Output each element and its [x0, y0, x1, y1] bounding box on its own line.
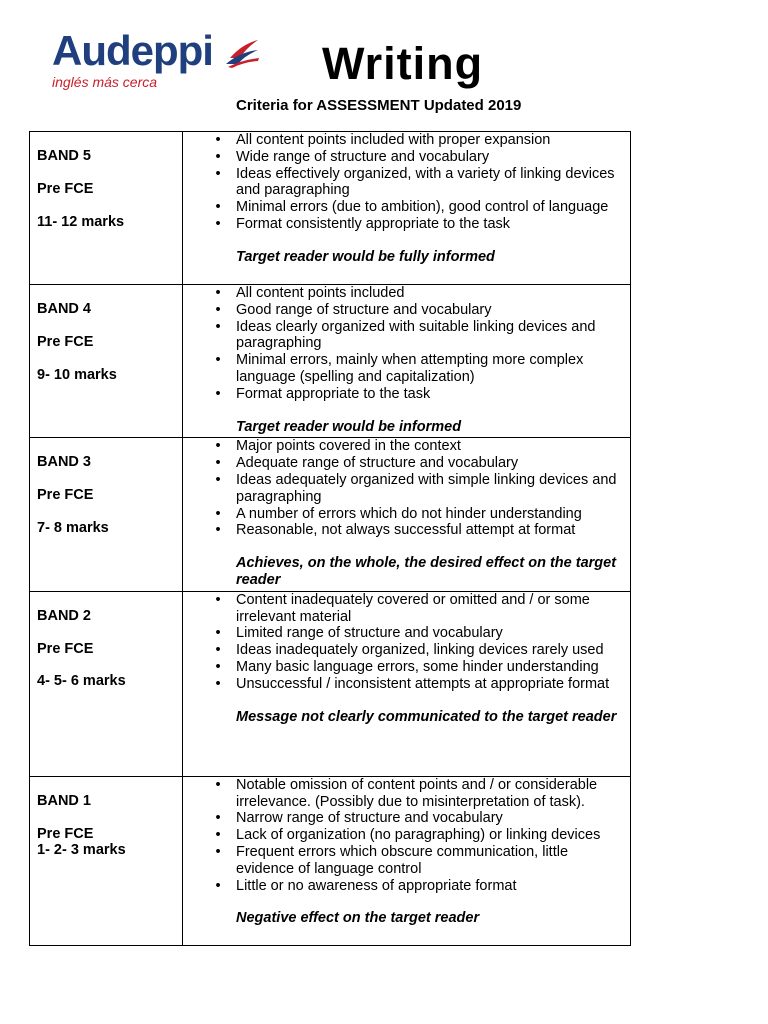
- criteria-text: Ideas adequately organized with simple linking devices and paragraphing: [236, 471, 617, 505]
- audeppi-logo: [52, 27, 262, 92]
- bullet-icon: •: [215, 165, 221, 182]
- band-row: [30, 776, 631, 945]
- criteria-cell: [183, 285, 631, 438]
- criteria-text: All content points included: [236, 285, 405, 301]
- criteria-text: All content points included with proper expansion: [236, 132, 551, 148]
- band-marks: 9- 10 marks: [37, 366, 117, 383]
- band-level: Pre FCE: [37, 180, 94, 197]
- bullet-icon: •: [215, 301, 221, 318]
- criteria-text: Ideas clearly organized with suitable linking devices and paragraphing: [236, 318, 596, 352]
- bullet-icon: •: [215, 148, 221, 165]
- criteria-text: Lack of organization (no paragraphing) or linking devices: [236, 827, 601, 844]
- criteria-item: [183, 878, 624, 895]
- criteria-item: [183, 386, 624, 403]
- bullet-icon: •: [215, 285, 221, 301]
- bullet-icon: •: [215, 675, 221, 692]
- criteria-list: [183, 777, 624, 895]
- criteria-text: Ideas inadequately organized, linking devices rarely used: [236, 642, 604, 659]
- criteria-list: [183, 132, 624, 233]
- criteria-item: [183, 302, 624, 319]
- criteria-text: Format appropriate to the task: [236, 385, 431, 402]
- logo-wordmark: Audeppi: [52, 27, 213, 74]
- criteria-item: [183, 216, 624, 233]
- criteria-text: Unsuccessful / inconsistent attempts at appropriate format: [236, 675, 610, 692]
- band-info-cell: [30, 285, 183, 438]
- criteria-text: Major points covered in the context: [236, 438, 461, 455]
- bullet-icon: •: [215, 352, 221, 369]
- criteria-item: [183, 659, 624, 676]
- criteria-item: [183, 352, 624, 386]
- criteria-text: Good range of structure and vocabulary: [236, 301, 492, 318]
- criteria-item: [183, 827, 624, 844]
- bullet-icon: •: [215, 215, 221, 232]
- criteria-item: [183, 642, 624, 659]
- bullet-icon: •: [215, 810, 221, 827]
- criteria-text: Limited range of structure and vocabulary: [236, 625, 503, 642]
- criteria-text: Wide range of structure and vocabulary: [236, 148, 490, 165]
- band-row: [30, 285, 631, 438]
- band-info-cell: [30, 438, 183, 591]
- page-subtitle: Criteria for ASSESSMENT Updated 2019: [236, 97, 522, 114]
- band-name: BAND 3: [37, 454, 91, 471]
- band-summary: Target reader would be informed: [236, 418, 462, 435]
- band-row: [30, 132, 631, 285]
- band-marks: 11- 12 marks: [37, 213, 125, 230]
- band-marks: 1- 2- 3 marks: [37, 842, 126, 859]
- criteria-item: [183, 285, 624, 302]
- criteria-text: Format consistently appropriate to the task: [236, 215, 511, 232]
- criteria-cell: [183, 591, 631, 776]
- criteria-item: [183, 455, 624, 472]
- criteria-item: [183, 149, 624, 166]
- assessment-table: [29, 131, 631, 946]
- criteria-item: [183, 625, 624, 642]
- criteria-text: Narrow range of structure and vocabulary: [236, 810, 503, 827]
- bullet-icon: •: [215, 455, 221, 472]
- criteria-list: [183, 592, 624, 693]
- criteria-item: [183, 166, 624, 200]
- criteria-cell: [183, 132, 631, 285]
- band-level: Pre FCE: [37, 487, 94, 504]
- criteria-cell: [183, 438, 631, 591]
- criteria-text: Little or no awareness of appropriate format: [236, 877, 517, 894]
- criteria-text: Frequent errors which obscure communication, little evidence of language control: [236, 843, 569, 877]
- band-info-cell: [30, 591, 183, 776]
- band-level: Pre FCE: [37, 825, 94, 842]
- criteria-item: [183, 777, 624, 811]
- criteria-item: [183, 522, 624, 539]
- band-name: BAND 5: [37, 148, 91, 164]
- criteria-item: [183, 199, 624, 216]
- criteria-item: [183, 132, 624, 149]
- bullet-icon: •: [215, 318, 221, 335]
- bullet-icon: •: [215, 438, 221, 455]
- criteria-list: [183, 285, 624, 403]
- page-title: Writing: [322, 38, 484, 89]
- criteria-item: [183, 472, 624, 506]
- bullet-icon: •: [215, 843, 221, 860]
- criteria-item: [183, 319, 624, 353]
- bullet-icon: •: [215, 591, 221, 608]
- criteria-item: [183, 844, 624, 878]
- criteria-item: [183, 676, 624, 693]
- band-name: BAND 1: [37, 792, 91, 809]
- criteria-text: Many basic language errors, some hinder understanding: [236, 658, 599, 675]
- band-summary: Negative effect on the target reader: [236, 910, 480, 927]
- band-marks: 7- 8 marks: [37, 519, 109, 536]
- bullet-icon: •: [215, 522, 221, 539]
- bullet-icon: •: [215, 658, 221, 675]
- bullet-icon: •: [215, 385, 221, 402]
- bullet-icon: •: [215, 471, 221, 488]
- criteria-text: Reasonable, not always successful attempt at format: [236, 522, 576, 539]
- band-summary: Message not clearly communicated to the target reader: [236, 708, 617, 725]
- bullet-icon: •: [215, 776, 221, 793]
- criteria-text: A number of errors which do not hinder understanding: [236, 505, 582, 522]
- bullet-icon: •: [215, 505, 221, 522]
- bullet-icon: •: [215, 199, 221, 216]
- criteria-text: Minimal errors, mainly when attempting more complex language (spelling and capitalization): [236, 352, 584, 385]
- criteria-item: [183, 592, 624, 626]
- criteria-list: [183, 438, 624, 539]
- band-info-cell: [30, 132, 183, 285]
- criteria-text: Adequate range of structure and vocabulary: [236, 455, 519, 472]
- logo-tagline: inglés más cerca: [52, 74, 158, 90]
- band-row: [30, 591, 631, 776]
- criteria-text: Notable omission of content points and / or considerable irrelevance. (Possibly due to misinterpretation of task).: [236, 776, 598, 810]
- band-row: [30, 438, 631, 591]
- band-summary: Target reader would be fully informed: [236, 248, 495, 265]
- bullet-icon: •: [215, 625, 221, 642]
- criteria-item: [183, 506, 624, 523]
- band-info-cell: [30, 776, 183, 945]
- band-name: BAND 4: [37, 301, 91, 317]
- band-marks: 4- 5- 6 marks: [37, 673, 126, 690]
- band-name: BAND 2: [37, 607, 91, 624]
- band-level: Pre FCE: [37, 640, 94, 657]
- bullet-icon: •: [215, 827, 221, 844]
- criteria-cell: [183, 776, 631, 945]
- criteria-text: Minimal errors (due to ambition), good control of language: [236, 199, 609, 216]
- band-level: Pre FCE: [37, 333, 94, 350]
- criteria-item: [183, 810, 624, 827]
- criteria-text: Content inadequately covered or omitted and / or some irrelevant material: [236, 591, 590, 625]
- criteria-item: [183, 438, 624, 455]
- bullet-icon: •: [215, 642, 221, 659]
- band-summary: Achieves, on the whole, the desired effect on the target reader: [236, 555, 617, 588]
- bullet-icon: •: [215, 877, 221, 894]
- criteria-text: Ideas effectively organized, with a variety of linking devices and paragraphing: [236, 165, 615, 199]
- sail-flag-icon: [224, 36, 260, 68]
- bullet-icon: •: [215, 132, 221, 148]
